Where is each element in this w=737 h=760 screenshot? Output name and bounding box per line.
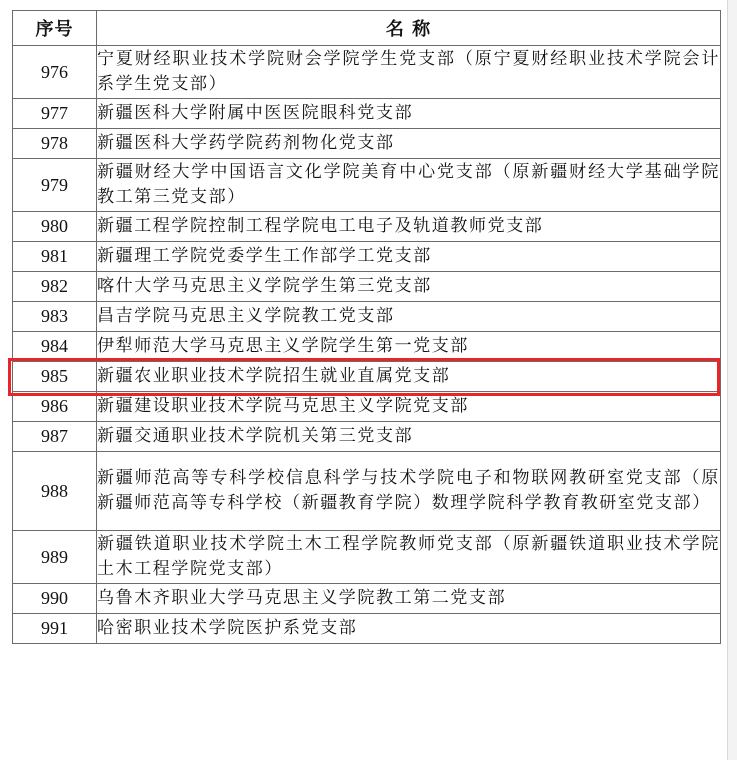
row-number: 989 (13, 531, 97, 584)
row-number: 979 (13, 159, 97, 212)
row-number: 991 (13, 614, 97, 644)
row-number: 988 (13, 452, 97, 531)
table-row (13, 129, 721, 159)
table-row (13, 392, 721, 422)
table-row (13, 332, 721, 362)
table-row (13, 452, 721, 531)
row-number: 980 (13, 212, 97, 242)
row-number: 986 (13, 392, 97, 422)
row-number: 990 (13, 584, 97, 614)
row-name: 新疆财经大学中国语言文化学院美育中心党支部（原新疆财经大学基础学院教工第三党支部） (97, 159, 721, 212)
row-name: 乌鲁木齐职业大学马克思主义学院教工第二党支部 (97, 584, 721, 614)
row-name: 新疆铁道职业技术学院土木工程学院教师党支部（原新疆铁道职业技术学院土木工程学院党支部） (97, 531, 721, 584)
row-number: 985 (13, 362, 97, 392)
branch-list-table (12, 10, 721, 644)
row-number: 981 (13, 242, 97, 272)
row-name: 新疆工程学院控制工程学院电工电子及轨道教师党支部 (97, 212, 721, 242)
table-row (13, 272, 721, 302)
page-edge (727, 0, 737, 760)
row-name: 宁夏财经职业技术学院财会学院学生党支部（原宁夏财经职业技术学院会计系学生党支部） (97, 46, 721, 99)
header-number: 序号 (13, 11, 97, 46)
row-name: 新疆建设职业技术学院马克思主义学院党支部 (97, 392, 721, 422)
row-number: 978 (13, 129, 97, 159)
row-number: 984 (13, 332, 97, 362)
table-row (13, 614, 721, 644)
row-name: 新疆理工学院党委学生工作部学工党支部 (97, 242, 721, 272)
row-name: 新疆农业职业技术学院招生就业直属党支部 (97, 362, 721, 392)
row-name: 新疆交通职业技术学院机关第三党支部 (97, 422, 721, 452)
row-number: 976 (13, 46, 97, 99)
table-header-row (13, 11, 721, 46)
row-name: 新疆医科大学附属中医医院眼科党支部 (97, 99, 721, 129)
row-name: 新疆师范高等专科学校信息科学与技术学院电子和物联网教研室党支部（原新疆师范高等专科学校（新疆教育学院）数理学院科学教育教研室党支部） (97, 452, 721, 531)
table-row (13, 531, 721, 584)
table-row (13, 159, 721, 212)
table-row (13, 99, 721, 129)
table-row-highlighted (13, 362, 721, 392)
table-row (13, 584, 721, 614)
row-number: 987 (13, 422, 97, 452)
table-row (13, 212, 721, 242)
table-row (13, 422, 721, 452)
header-name: 名 称 (97, 11, 721, 46)
row-name: 新疆医科大学药学院药剂物化党支部 (97, 129, 721, 159)
row-number: 982 (13, 272, 97, 302)
row-name: 哈密职业技术学院医护系党支部 (97, 614, 721, 644)
table-row (13, 46, 721, 99)
table-row (13, 242, 721, 272)
table-row (13, 302, 721, 332)
row-name: 伊犁师范大学马克思主义学院学生第一党支部 (97, 332, 721, 362)
row-name: 喀什大学马克思主义学院学生第三党支部 (97, 272, 721, 302)
row-number: 977 (13, 99, 97, 129)
row-number: 983 (13, 302, 97, 332)
row-name: 昌吉学院马克思主义学院教工党支部 (97, 302, 721, 332)
